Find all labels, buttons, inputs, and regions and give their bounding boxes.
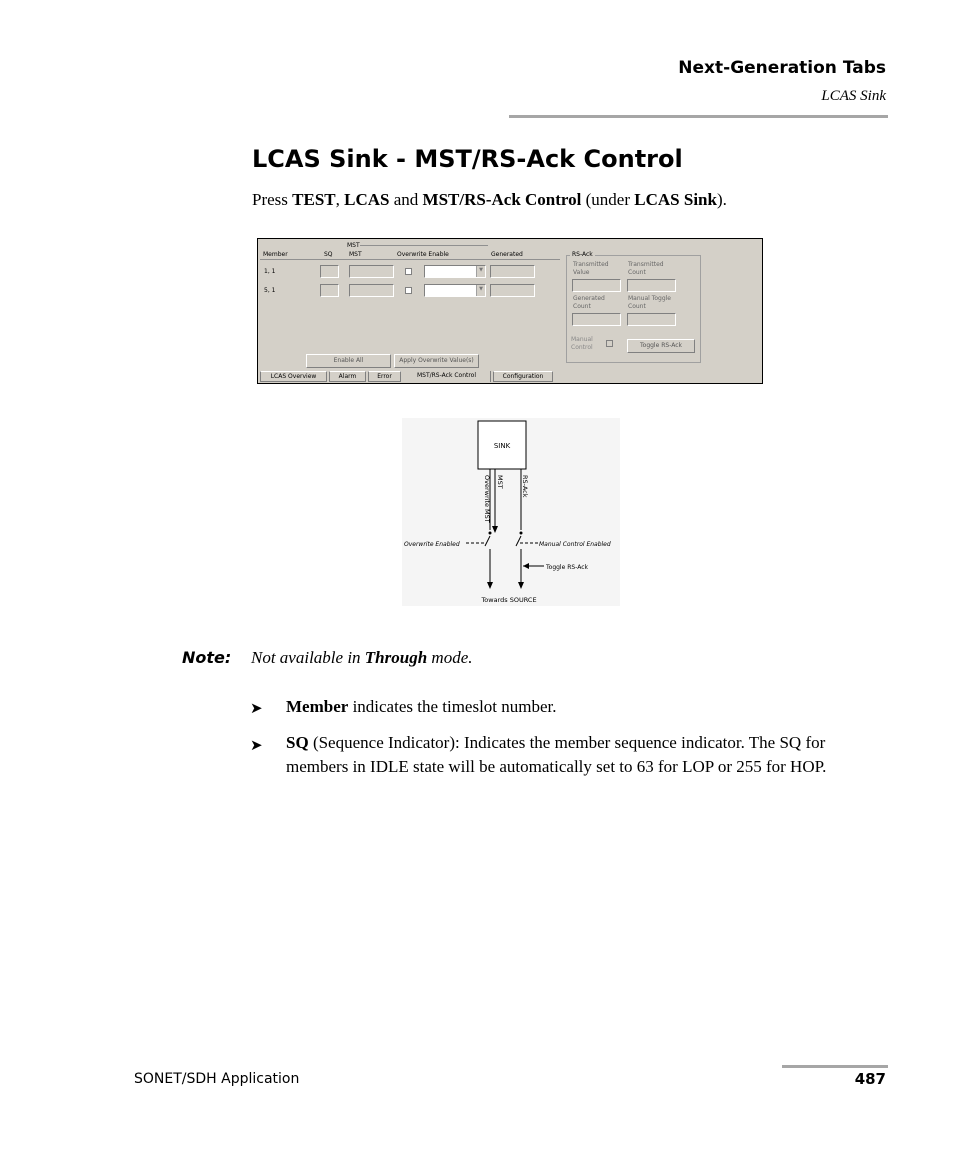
- generated-field: [490, 284, 535, 297]
- chevron-down-icon: ▼: [476, 285, 485, 296]
- col-sq: SQ: [324, 251, 333, 258]
- overwrite-checkbox[interactable]: [405, 268, 412, 275]
- transmitted-value-label: Transmitted Value: [573, 261, 609, 276]
- rsack-label: RS-Ack: [521, 475, 529, 498]
- sq-field: [320, 284, 339, 297]
- footer-title: SONET/SDH Application: [134, 1071, 300, 1087]
- bullet-arrow-icon: ➤: [250, 738, 263, 754]
- instruction: Press TEST, LCAS and MST/RS-Ack Control (under LCAS Sink).: [252, 190, 727, 209]
- transmitted-count-label: Transmitted Count: [628, 261, 664, 276]
- section-title: LCAS Sink - MST/RS-Ack Control: [252, 145, 683, 173]
- bullet-arrow-icon: ➤: [250, 701, 263, 717]
- col-generated: Generated: [491, 251, 523, 258]
- sq-field: [320, 265, 339, 278]
- generated-count-field: [572, 313, 621, 326]
- apply-overwrite-button[interactable]: Apply Overwrite Value(s): [394, 354, 479, 368]
- tab-alarm[interactable]: Alarm: [329, 371, 366, 382]
- sink-diagram: [402, 418, 620, 606]
- col-overwrite-enable: Overwrite Enable: [397, 251, 449, 258]
- tab-mst-rsack-control[interactable]: MST/RS-Ack Control: [403, 371, 491, 382]
- member-value: 1, 1: [264, 268, 276, 275]
- overwrite-mst-label: Overwrite MST: [483, 475, 491, 523]
- page-number: 487: [854, 1070, 886, 1088]
- transmitted-value-field: [572, 279, 621, 292]
- col-mst: MST: [349, 251, 362, 258]
- running-header-title: Next-Generation Tabs: [678, 58, 886, 78]
- toggle-rsack-label: Toggle RS-Ack: [546, 564, 588, 571]
- bullet-member: Member indicates the timeslot number.: [286, 697, 557, 716]
- sink-label: SINK: [493, 442, 511, 450]
- rsack-contact: [520, 532, 523, 535]
- mst-rsack-control-panel: [257, 238, 763, 384]
- manual-toggle-count-field: [627, 313, 676, 326]
- mst-field: [349, 265, 394, 278]
- towards-source-label: Towards SOURCE: [481, 596, 537, 604]
- overwrite-value-select[interactable]: [424, 284, 486, 297]
- footer-rule: [782, 1065, 888, 1068]
- mst-field: [349, 284, 394, 297]
- chevron-down-icon: ▼: [476, 266, 485, 277]
- tab-lcas-overview[interactable]: LCAS Overview: [260, 371, 327, 382]
- mst-group-label: MST: [347, 242, 360, 249]
- diagram-svg: [402, 418, 620, 606]
- overwrite-enabled-label: Overwrite Enabled: [404, 541, 460, 548]
- mst-group-line: [360, 245, 488, 246]
- overwrite-value-select[interactable]: [424, 265, 486, 278]
- header-separator: [260, 259, 560, 260]
- member-value: 5, 1: [264, 287, 276, 294]
- manual-toggle-count-label: Manual Toggle Count: [628, 295, 672, 310]
- rsack-group-title: RS-Ack: [572, 251, 593, 258]
- tab-error[interactable]: Error: [368, 371, 401, 382]
- tab-configuration[interactable]: Configuration: [493, 371, 553, 382]
- header-rule: [509, 115, 888, 118]
- note-text: Not available in Through mode.: [251, 648, 473, 667]
- manual-control-enabled-label: Manual Control Enabled: [539, 541, 611, 548]
- col-member: Member: [263, 251, 288, 258]
- manual-control-label: Manual Control: [571, 336, 593, 351]
- toggle-rsack-button[interactable]: Toggle RS-Ack: [627, 339, 695, 353]
- transmitted-count-field: [627, 279, 676, 292]
- note-label: Note:: [182, 648, 232, 667]
- manual-control-checkbox[interactable]: [606, 340, 613, 347]
- overwrite-checkbox[interactable]: [405, 287, 412, 294]
- bullet-sq: SQ (Sequence Indicator): Indicates the member sequence indicator. The SQ for members in IDLE state will be automatically set to 63 for LOP or 255 for HOP.: [286, 733, 827, 776]
- enable-all-button[interactable]: Enable All: [306, 354, 391, 368]
- mst-label: MST: [496, 475, 504, 489]
- generated-field: [490, 265, 535, 278]
- running-header-subtitle: LCAS Sink: [821, 88, 886, 104]
- generated-count-label: Generated Count: [573, 295, 605, 310]
- tab-bar: [260, 371, 760, 383]
- mst-contact: [489, 532, 492, 535]
